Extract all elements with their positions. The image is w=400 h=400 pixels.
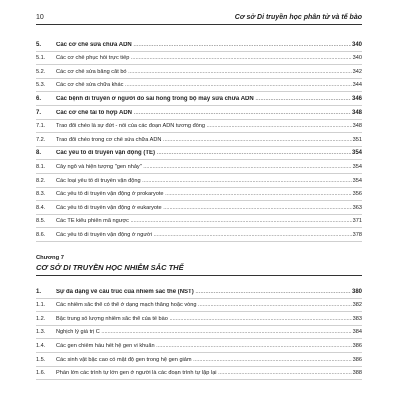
toc-entry-number: 1.5. <box>36 356 46 363</box>
toc-entry-page: 356 <box>352 191 362 200</box>
toc-entry <box>36 65 362 79</box>
toc-entry-title: Trao đổi chéo trong cơ chế sửa chữa ADN ..... <box>56 137 352 146</box>
toc-entry <box>36 215 362 229</box>
toc-entry-page: 380 <box>351 289 362 298</box>
toc-entry-number: 8.2. <box>36 177 46 184</box>
toc-entry-number: 5.1. <box>36 55 46 62</box>
toc-entry-number: 8.4. <box>36 204 46 211</box>
toc-entry-page: 386 <box>352 343 362 352</box>
table-of-contents-part1 <box>36 38 362 242</box>
toc-entry-page: 351 <box>352 137 362 146</box>
toc-entry-title: Nghịch lý giá trị C ..... <box>56 329 352 338</box>
toc-entry-title: Các TE kiểu phiên mã ngược ..... <box>56 218 352 227</box>
toc-entry <box>36 228 362 242</box>
toc-entry <box>36 188 362 202</box>
toc-entry-number: 5.3. <box>36 82 46 89</box>
toc-entry <box>36 312 362 326</box>
toc-entry-title: Các sinh vật bậc cao có mật độ gen trong hệ gen giảm ..... <box>56 357 352 366</box>
toc-entry-page: 382 <box>352 302 362 311</box>
toc-entry <box>36 133 362 147</box>
toc-entry-title: Sự đa dạng về cấu trúc của nhiễm sắc thể (NST) ..... <box>56 289 351 298</box>
toc-entry <box>36 160 362 174</box>
toc-entry-page: 354 <box>352 178 362 187</box>
toc-entry <box>36 52 362 66</box>
toc-entry-number: 7.2. <box>36 136 46 143</box>
toc-entry <box>36 147 362 161</box>
toc-entry-page: 342 <box>352 69 362 78</box>
toc-entry <box>36 201 362 215</box>
toc-entry-page: 371 <box>352 218 362 227</box>
toc-entry-page: 383 <box>352 316 362 325</box>
toc-entry-title: Các cơ chế sửa bằng cắt bỏ ..... <box>56 69 352 78</box>
running-header <box>36 12 362 25</box>
toc-entry-page: 354 <box>352 164 362 173</box>
toc-entry-number: 1.1. <box>36 302 46 309</box>
toc-entry-title: Trao đổi chéo là sự đứt - nối của các đoạn ADN tương đồng ..... <box>56 123 352 132</box>
toc-entry-number: 8.5. <box>36 218 46 225</box>
toc-entry <box>36 367 362 381</box>
toc-entry-title: Các gen chiếm hầu hết hệ gen vi khuẩn ..... <box>56 343 352 352</box>
toc-entry-number: 5. <box>36 41 42 48</box>
toc-entry-page: 388 <box>352 370 362 379</box>
toc-entry-number: 1.4. <box>36 342 46 349</box>
toc-entry <box>36 339 362 353</box>
toc-entry-page: 348 <box>352 123 362 132</box>
running-title: Cơ sở Di truyền học phân tử và tế bào <box>234 14 362 21</box>
toc-entry-page: 354 <box>351 150 362 159</box>
toc-entry-number: 1. <box>36 288 42 295</box>
toc-entry-title: Các bệnh di truyền ở người do sai hỏng trong bộ máy sửa chữa ADN ..... <box>56 96 351 105</box>
toc-entry-page: 340 <box>351 42 362 51</box>
toc-entry-number: 7.1. <box>36 123 46 130</box>
toc-entry-page: 363 <box>352 205 362 214</box>
chapter-heading <box>36 255 362 276</box>
toc-entry-title: Các nhiễm sắc thể có thể ở dạng mạch thẳng hoặc vòng ..... <box>56 302 352 311</box>
toc-entry-title: Các yếu tố di truyền vận động (TE) ..... <box>56 150 351 159</box>
toc-entry-number: 5.2. <box>36 68 46 75</box>
toc-entry-page: 384 <box>352 329 362 338</box>
toc-entry-title: Các yếu tố di truyền vận động ở eukaryote ..... <box>56 205 352 214</box>
toc-entry-title: Các loại yếu tố di truyền vận động ..... <box>56 178 352 187</box>
toc-entry <box>36 38 362 52</box>
toc-entry-number: 7. <box>36 109 42 116</box>
toc-entry-title: Các yếu tố di truyền vận động ở prokaryote ..... <box>56 191 352 200</box>
toc-entry-title: Các cơ chế tái tổ hợp ADN ..... <box>56 110 351 119</box>
toc-entry-title: Phần lớn các trình tự lớn gen ở người là các đoạn trình tự lặp lại ..... <box>56 370 352 379</box>
toc-entry-title: Các cơ chế sửa chữa khác ..... <box>56 82 352 91</box>
toc-entry-page: 348 <box>351 110 362 119</box>
toc-entry-title: Các yếu tố di truyền vận động ở người ..... <box>56 232 352 241</box>
toc-entry-number: 8.1. <box>36 163 46 170</box>
toc-entry <box>36 353 362 367</box>
toc-entry <box>36 106 362 120</box>
toc-entry-page: 340 <box>352 55 362 64</box>
toc-entry <box>36 120 362 134</box>
toc-entry-title: Cây ngô và hiện tượng "gen nhảy" ..... <box>56 164 352 173</box>
toc-entry-number: 1.6. <box>36 370 46 377</box>
chapter-title: CƠ SỞ DI TRUYỀN HỌC NHIỄM SẮC THỂ <box>36 263 362 276</box>
toc-entry-page: 346 <box>351 96 362 105</box>
toc-entry-number: 1.3. <box>36 329 46 336</box>
toc-entry-number: 6. <box>36 95 42 102</box>
toc-entry <box>36 326 362 340</box>
page-number: 10 <box>36 14 44 21</box>
toc-entry <box>36 174 362 188</box>
toc-entry-title: Các cơ chế sửa chữa ADN ..... <box>56 42 351 51</box>
toc-entry-page: 344 <box>352 82 362 91</box>
toc-entry <box>36 92 362 106</box>
toc-entry-number: 8. <box>36 150 42 157</box>
toc-entry-title: Bậc trung số lượng nhiễm sắc thể của tế bào ..... <box>56 316 352 325</box>
toc-entry-page: 378 <box>352 232 362 241</box>
toc-entry-number: 8.3. <box>36 191 46 198</box>
table-of-contents-part2 <box>36 285 362 380</box>
toc-entry <box>36 79 362 93</box>
toc-entry-number: 1.2. <box>36 315 46 322</box>
toc-entry-title: Các cơ chế phục hồi trực tiếp ..... <box>56 55 352 64</box>
toc-entry <box>36 299 362 313</box>
toc-entry <box>36 285 362 299</box>
toc-entry-number: 8.6. <box>36 231 46 238</box>
toc-entry-page: 386 <box>352 357 362 366</box>
chapter-label: Chương 7 <box>36 255 64 261</box>
